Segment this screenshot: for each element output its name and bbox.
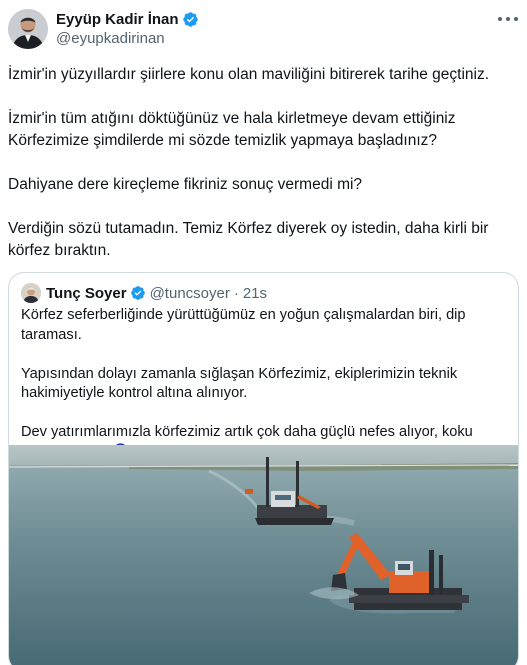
quoted-author-name[interactable]: Tunç Soyer — [46, 284, 127, 302]
quoted-header — [21, 283, 267, 303]
dredging-photo — [9, 445, 518, 665]
separator-dot: · — [233, 284, 239, 302]
quoted-tweet[interactable] — [8, 272, 519, 665]
quoted-author-handle[interactable]: @tuncsoyer — [149, 284, 230, 302]
verified-badge-icon — [182, 11, 199, 28]
quoted-paragraph: Dev yatırımlarımızla körfezimiz artık çok daha güçlü nefes alıyor, koku — [21, 424, 473, 440]
quoted-media-photo[interactable] — [9, 445, 518, 665]
author-handle[interactable]: @eyupkadirinan — [56, 30, 165, 47]
tweet-header — [56, 9, 199, 47]
author-name[interactable]: Eyyüp Kadir İnan — [56, 10, 179, 28]
author-avatar[interactable] — [8, 9, 48, 49]
quoted-author-avatar[interactable] — [21, 283, 41, 303]
more-options-icon[interactable] — [498, 12, 518, 26]
verified-badge-icon — [130, 285, 146, 301]
tweet-paragraph: İzmir'in tüm atığını döktüğünüz ve hala kirletmeye devam ettiğiniz Körfezimize şimdilerde mi sözde temizlik yapmaya başladınız? — [8, 110, 456, 149]
quoted-paragraph: Körfez seferberliğinde yürüttüğümüz en yoğun çalışmalardan biri, dip taraması. — [21, 307, 466, 343]
quoted-paragraph: Yapısından dolayı zamanla sığlaşan Körfezimiz, ekiplerimizin teknik hakimiyetiyle kontrol altına alınıyor. — [21, 365, 458, 401]
tweet-text — [8, 64, 518, 284]
tweet-paragraph: Dahiyane dere kireçleme fikriniz sonuç vermedi mi? — [8, 176, 363, 193]
quoted-timestamp[interactable]: 21s — [242, 284, 268, 302]
tweet-paragraph: Verdiğin sözü tutamadın. Temiz Körfez diyerek oy istedin, daha kirli bir körfez bıraktın. — [8, 220, 489, 259]
tweet-paragraph: İzmir'in yüzyıllardır şiirlere konu olan maviliğini bitirerek tarihe geçtiniz. — [8, 66, 490, 83]
